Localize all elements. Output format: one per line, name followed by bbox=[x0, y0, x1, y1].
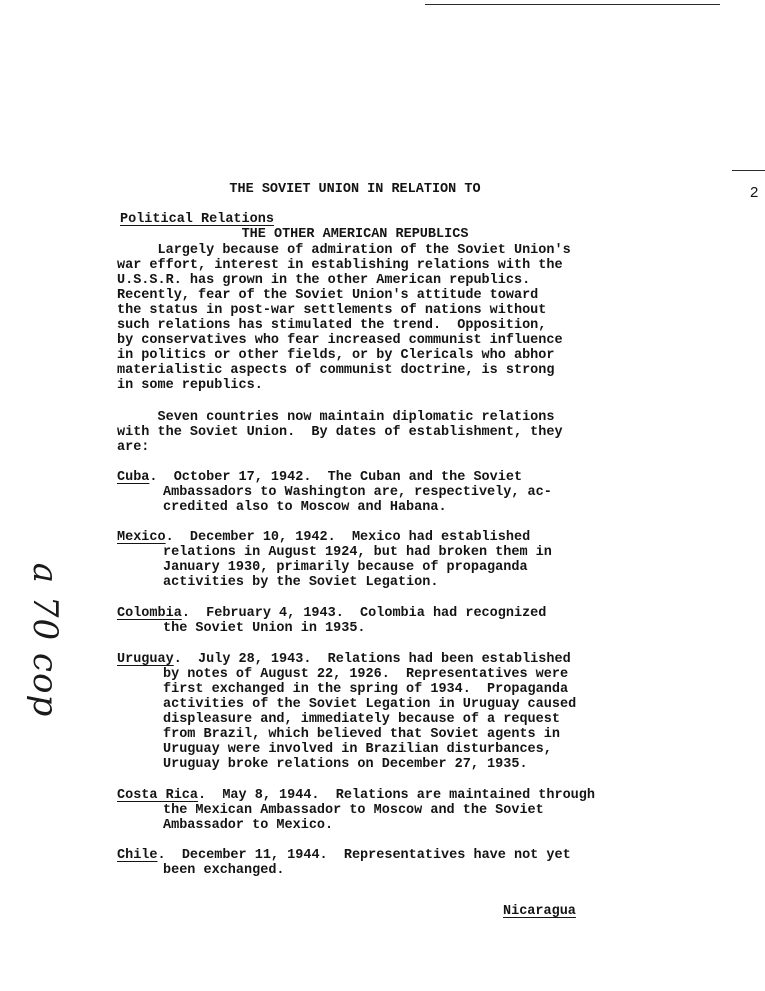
margin-note-text: a 70 cop bbox=[25, 562, 65, 718]
entry-text: activities by the Soviet Legation. bbox=[163, 575, 439, 590]
entry-text: the Mexican Ambassador to Moscow and the Soviet bbox=[163, 803, 544, 818]
entry-text: first exchanged in the spring of 1934. Propaganda bbox=[163, 682, 569, 697]
right-margin-line bbox=[732, 170, 765, 171]
countries-intro-paragraph: Seven countries now maintain diplomatic relations with the Soviet Union. By dates of establishment, they are: bbox=[117, 410, 563, 455]
country-entry-costa-rica bbox=[117, 788, 677, 833]
country-name: Cuba bbox=[117, 470, 150, 485]
page-number: 2 bbox=[750, 184, 759, 201]
entry-text: . July 28, 1943. Relations had been established bbox=[173, 652, 571, 667]
entry-text: Uruguay were involved in Brazilian disturbances, bbox=[163, 742, 552, 757]
country-name: Chile bbox=[117, 848, 158, 863]
entry-text: Ambassadors to Washington are, respectively, ac- bbox=[163, 485, 552, 500]
title-line-2: THE OTHER AMERICAN REPUBLICS bbox=[241, 227, 469, 242]
country-name: Colombia bbox=[117, 606, 182, 621]
top-edge-line bbox=[425, 4, 720, 5]
country-name: Mexico bbox=[117, 530, 166, 545]
entry-text: . December 10, 1942. Mexico had established bbox=[165, 530, 531, 545]
handwritten-margin-note bbox=[15, 562, 75, 718]
entry-text: . May 8, 1944. Relations are maintained through bbox=[198, 788, 595, 803]
entry-text: relations in August 1924, but had broken them in bbox=[163, 545, 552, 560]
entry-text: displeasure and, immediately because of a request bbox=[163, 712, 560, 727]
country-name: Uruguay bbox=[117, 652, 174, 667]
entry-text: credited also to Moscow and Habana. bbox=[163, 500, 447, 515]
country-entry-mexico bbox=[117, 530, 677, 590]
country-entry-colombia bbox=[117, 606, 677, 636]
entry-text: Uruguay broke relations on December 27, 1935. bbox=[163, 757, 528, 772]
entry-text: activities of the Soviet Legation in Uruguay caused bbox=[163, 697, 577, 712]
entry-text: by notes of August 22, 1926. Representatives were bbox=[163, 667, 569, 682]
entry-text: been exchanged. bbox=[163, 863, 285, 878]
title-line-1: THE SOVIET UNION IN RELATION TO bbox=[229, 182, 481, 197]
entry-text: January 1930, primarily because of propaganda bbox=[163, 560, 528, 575]
entry-text: from Brazil, which believed that Soviet agents in bbox=[163, 727, 560, 742]
entry-text: Ambassador to Mexico. bbox=[163, 818, 334, 833]
country-entry-chile bbox=[117, 848, 677, 878]
section-heading: Political Relations bbox=[120, 212, 274, 227]
country-entry-uruguay bbox=[117, 652, 677, 772]
entry-text: . October 17, 1942. The Cuban and the Soviet bbox=[149, 470, 523, 485]
catchword-next-page: Nicaragua bbox=[503, 904, 576, 919]
entry-text: . December 11, 1944. Representatives have not yet bbox=[157, 848, 571, 863]
country-entry-cuba bbox=[117, 470, 677, 515]
country-name: Costa Rica bbox=[117, 788, 199, 803]
entry-text: . February 4, 1943. Colombia had recognized bbox=[181, 606, 547, 621]
document-title bbox=[170, 152, 540, 257]
intro-paragraph: Largely because of admiration of the Soviet Union's war effort, interest in establishing relations with the U.S.S.R. has grown in the other American republics. Recently, fear of the Soviet Union's attitude toward the status in post-war settlements of nations without such relations has stimulated the trend. Opposition, by conservatives who fear increased communist influence in politics or other fields, or by Clericals who abhor materialistic aspects of communist doctrine, is strong in some republics. bbox=[117, 243, 571, 393]
entry-text: the Soviet Union in 1935. bbox=[163, 621, 366, 636]
